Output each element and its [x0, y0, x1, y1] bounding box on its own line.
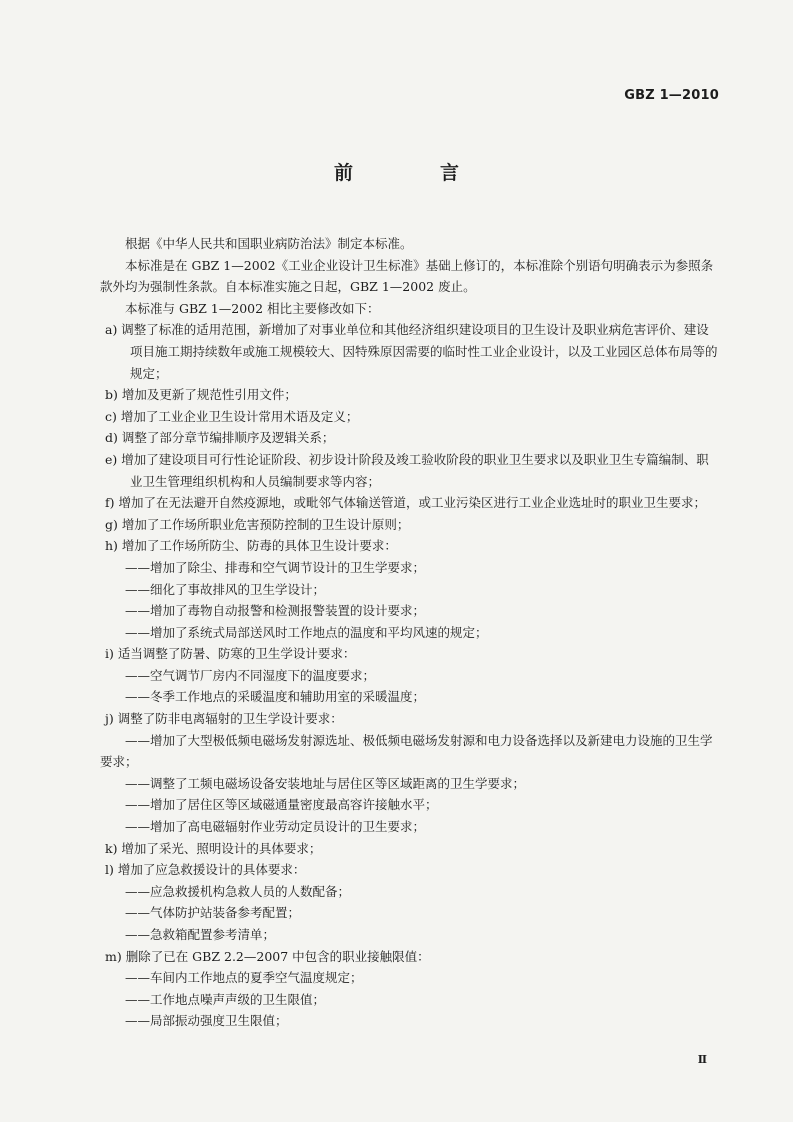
page-title: 前 言 [333, 162, 493, 184]
sub-item: ——增加了大型极低频电磁场发射源选址、极低频电磁场发射源和电力设备选择以及新建电力设施的卫生学要求； [100, 732, 713, 770]
paragraph: 本标准是在 GBZ 1—2002《工业企业设计卫生标准》基础上修订的，本标准除个别语句明确表示为参照条款外均为强制性条款。自本标准实施之日起，GBZ 1—2002 废止。 [100, 257, 714, 295]
sub-item: ——增加了毒物自动报警和检测报警装置的设计要求； [125, 603, 426, 619]
sub-item: ——局部振动强度卫生限值； [125, 1013, 288, 1029]
list-item: e) 增加了建设项目可行性论证阶段、初步设计阶段及竣工验收阶段的职业卫生要求以及职业卫生专篇编制、职业卫生管理组织机构和人员编制要求等内容； [105, 451, 709, 489]
sub-item: ——增加了除尘、排毒和空气调节设计的卫生学要求； [125, 559, 426, 575]
sub-item: ——冬季工作地点的采暖温度和辅助用室的采暖温度； [125, 689, 426, 705]
list-item: l) 增加了应急救援设计的具体要求： [105, 862, 306, 878]
list-item: f) 增加了在无法避开自然疫源地，或毗邻气体输送管道，或工业污染区进行工业企业选址时的职业卫生要求； [105, 495, 706, 511]
sub-item: ——工作地点噪声声级的卫生限值； [125, 991, 326, 1007]
sub-item: ——空气调节厂房内不同湿度下的温度要求； [125, 667, 376, 683]
list-item: c) 增加了工业企业卫生设计常用术语及定义； [105, 408, 359, 424]
list-item: g) 增加了工作场所职业危害预防控制的卫生设计原则； [105, 516, 410, 532]
list-item: j) 调整了防非电离辐射的卫生学设计要求： [105, 711, 343, 727]
sub-item: ——气体防护站装备参考配置； [125, 905, 301, 921]
sub-item: ——调整了工频电磁场设备安装地址与居住区等区域距离的卫生学要求； [125, 775, 526, 791]
sub-item: ——应急救援机构急救人员的人数配备； [125, 883, 351, 899]
list-item: k) 增加了采光、照明设计的具体要求； [105, 840, 322, 856]
list-item: h) 增加了工作场所防尘、防毒的具体卫生设计要求： [105, 538, 397, 554]
list-item: a) 调整了标准的适用范围，新增加了对事业单位和其他经济组织建设项目的卫生设计及职业病危害评价、建设项目施工期持续数年或施工规模较大、因特殊原因需要的临时性工业企业设计，以及工业园区总体布局等的规定； [105, 322, 718, 381]
list-item: d) 调整了部分章节编排顺序及逻辑关系； [105, 430, 335, 446]
standard-code: GBZ 1—2010 [624, 88, 719, 103]
sub-item: ——增加了居住区等区域磁通量密度最高容许接触水平； [125, 797, 438, 813]
page-number: Ⅱ [697, 1053, 707, 1066]
sub-item: ——增加了系统式局部送风时工作地点的温度和平均风速的规定； [125, 624, 488, 640]
list-item: i) 适当调整了防暑、防寒的卫生学设计要求： [105, 646, 356, 662]
paragraph: 本标准与 GBZ 1—2002 相比主要修改如下： [125, 300, 380, 316]
sub-item: ——车间内工作地点的夏季空气温度规定； [125, 970, 363, 986]
sub-item: ——急救箱配置参考清单； [125, 927, 276, 942]
list-item: b) 增加及更新了规范性引用文件； [105, 387, 297, 403]
sub-item: ——细化了事故排风的卫生学设计； [125, 581, 326, 597]
paragraph: 根据《中华人民共和国职业病防治法》制定本标准。 [125, 236, 413, 251]
document-body [100, 233, 720, 1032]
sub-item: ——增加了高电磁辐射作业劳动定员设计的卫生要求； [125, 819, 426, 835]
list-item: m) 删除了已在 GBZ 2.2—2007 中包含的职业接触限值： [105, 948, 430, 964]
